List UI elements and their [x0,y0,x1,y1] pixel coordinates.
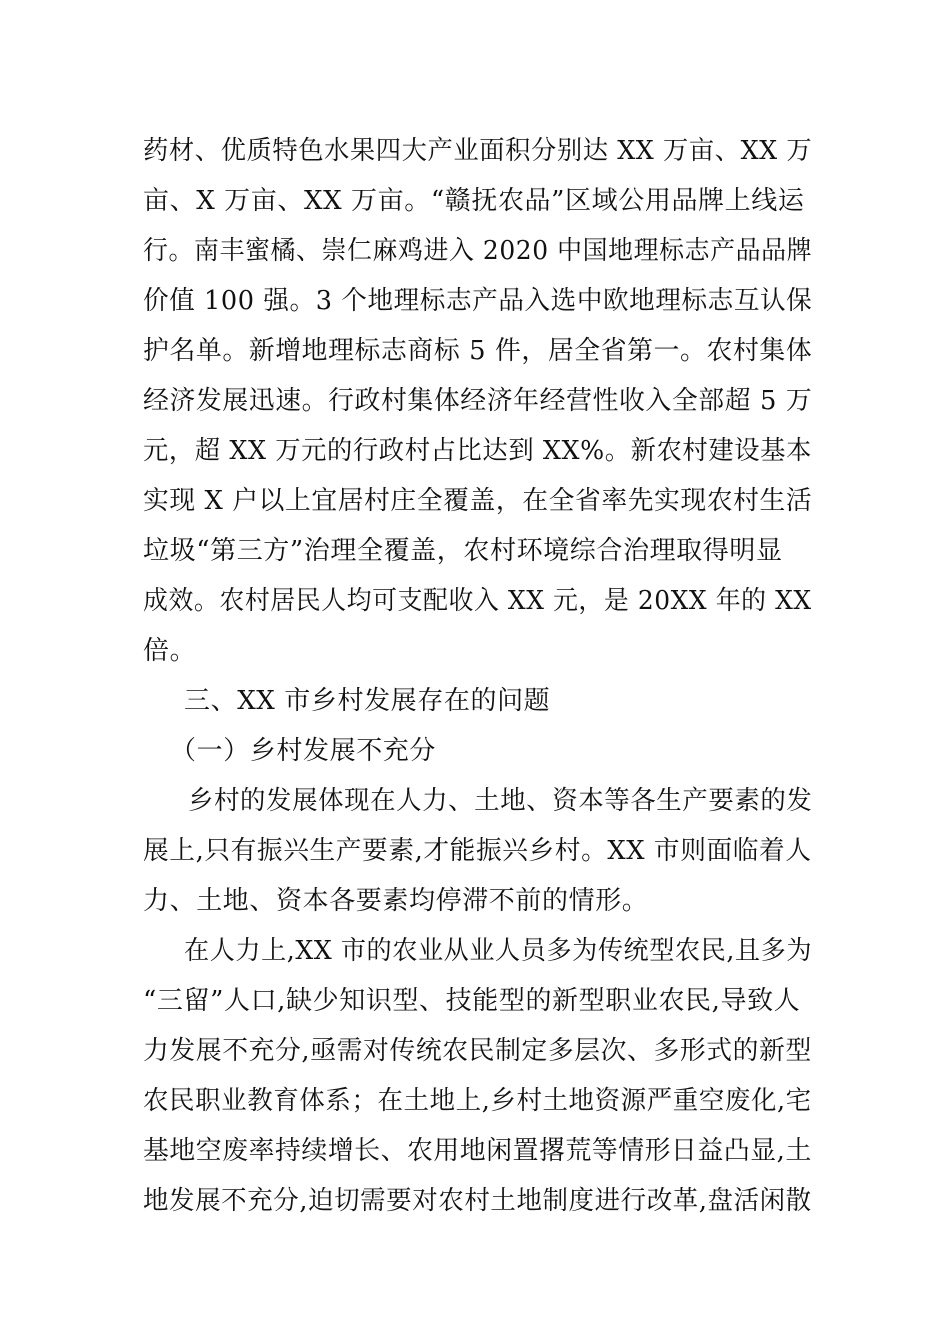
text-line: 成效。农村居民人均可支配收入 XX 元，是 20XX 年的 XX [143,586,812,616]
text-line: 展上,只有振兴生产要素,才能振兴乡村。XX 市则面临着人 [143,836,812,866]
text-line: 垃圾“第三方”治理全覆盖，农村环境综合治理取得明显 [143,536,783,566]
text-line: 药材、优质特色水果四大产业面积分别达 XX 万亩、XX 万 [143,136,813,166]
text-line: 农民职业教育体系；在土地上,乡村土地资源严重空废化,宅 [143,1086,812,1116]
text-line: 力、土地、资本各要素均停滞不前的情形。 [143,886,649,916]
text-line: “三留”人口,缺少知识型、技能型的新型职业农民,导致人 [143,986,801,1016]
text-line: 元，超 XX 万元的行政村占比达到 XX%。新农村建设基本 [143,436,812,466]
text-line: 行。南丰蜜橘、崇仁麻鸡进入 2020 中国地理标志产品品牌 [143,236,813,266]
text-line: 在人力上,XX 市的农业从业人员多为传统型农民,且多为 [184,936,813,966]
text-line: 倍。 [143,636,197,666]
text-line: 价值 100 强。3 个地理标志产品入选中欧地理标志互认保 [143,286,813,316]
section-heading: 三、XX 市乡村发展存在的问题 [184,686,551,716]
text-line: 力发展不充分,亟需对传统农民制定多层次、多形式的新型 [143,1036,812,1066]
text-line: 经济发展迅速。行政村集体经济年经营性收入全部超 5 万 [143,386,813,416]
text-line: 地发展不充分,迫切需要对农村土地制度进行改革,盘活闲散 [143,1186,812,1216]
text-line: 护名单。新增地理标志商标 5 件，居全省第一。农村集体 [143,336,813,366]
text-line: 实现 X 户以上宜居村庄全覆盖，在全省率先实现农村生活 [143,486,813,516]
subsection-heading: （一）乡村发展不充分 [170,736,437,766]
text-line: 基地空废率持续增长、农用地闲置撂荒等情形日益凸显,土 [143,1136,812,1166]
text-line: 亩、X 万亩、XX 万亩。“赣抚农品”区域公用品牌上线运 [143,186,805,216]
text-line: 乡村的发展体现在人力、土地、资本等各生产要素的发 [188,786,813,816]
